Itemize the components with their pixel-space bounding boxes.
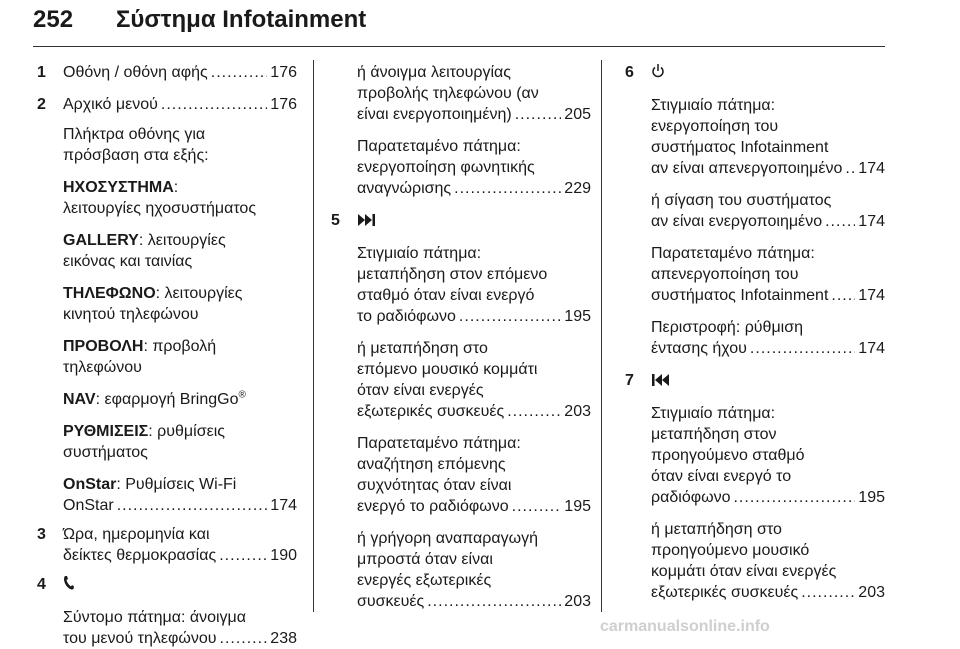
entry-5: 5 Στιγμιαίο πάτημα: μεταπήδηση στον επόμενο σταθμό όταν είναι ενεργό το ραδιόφωνο ..... 195 ή μεταπήδηση στο επόμενο μουσικό κομμάτι όταν είναι ενεργές εξωτερικές συσκευές ..... 203 Παρατεταμένο πάτημα: αναζήτηση επόμενης συχνότητας όταν είναι ενεργό το ραδιόφωνο ..... 195 ή γρήγορη αναπαραγωγή μπροστά όταν είναι ενεργές εξωτερικές συσκευές ..... 203 (357, 210, 591, 612)
entry-1 (37, 62, 297, 83)
page-ref[interactable]: 229 (564, 180, 591, 197)
entry-7: 7 Στιγμιαίο πάτημα: μεταπήδηση στον προηγούμενο σταθμό όταν είναι ενεργό το ραδιόφωνο ..... 195 ή μεταπήδηση στο προηγούμενο μουσικό κομμάτι όταν είναι ενεργές εξωτερικές συσκευές ..... 203 (651, 370, 885, 603)
nav-key: NAV (63, 391, 96, 408)
page-ref[interactable]: 238 (270, 630, 297, 647)
page-ref[interactable]: 195 (564, 308, 591, 325)
audio-item: ΗΧΟΣΥΣΤΗΜΑ: λειτουργίες ηχοσυστήματος (63, 179, 257, 217)
onstar-item: OnStar: Ρυθμίσεις Wi-Fi OnStar ..... 174 (63, 474, 297, 516)
projection-item: ΠΡΟΒΟΛΗ: προβολή τηλεφώνου (63, 338, 217, 376)
entry-6: 6 Στιγμιαίο πάτημα: ενεργοποίηση του συστήματος Infotainment αν είναι απενεργοποιημένο ..... 174 ή σίγαση του συστήματος αν είναι ενεργοποιημένο ..... 174 Παρατεταμένο πάτημα: απενεργοποίηση του συστήματος Infotainment ..... 174 Περιστροφή: ρύθμιση έντασης ήχου ..... 174 (651, 62, 885, 359)
e4-continuation-1: ή άνοιγμα λειτουργίας προβολής τηλεφώνου (αν είναι ενεργοποιημένη) ..... 205 (357, 62, 591, 125)
header-rule (33, 46, 885, 47)
page-ref[interactable]: 176 (270, 64, 297, 81)
intro-paragraph: Πλήκτρα οθόνης για πρόσβαση στα εξής: (63, 126, 209, 164)
page-ref[interactable]: 176 (270, 96, 297, 113)
phone-item: ΤΗΛΕΦΩΝΟ: λειτουργίες κινητού τηλεφώνου (63, 285, 243, 323)
page-number: 252 (33, 6, 74, 33)
entry-number: 3 (37, 526, 46, 543)
watermark: carmanualsonline.info (600, 618, 770, 635)
page-ref[interactable]: 174 (858, 160, 885, 177)
page-ref[interactable]: 195 (564, 498, 591, 515)
entry-number: 7 (625, 372, 634, 389)
page-ref[interactable]: 203 (564, 593, 591, 610)
page-ref[interactable]: 205 (564, 106, 591, 123)
entry-number: 6 (625, 64, 634, 81)
gallery-key: GALLERY (63, 232, 139, 249)
page-ref[interactable]: 174 (270, 497, 297, 514)
entry-number: 4 (37, 576, 46, 593)
page-ref[interactable]: 174 (858, 213, 885, 230)
column-2 (331, 62, 591, 623)
phone-key: ΤΗΛΕΦΩΝΟ (63, 285, 156, 302)
column-1 (37, 62, 297, 649)
entry-4: 4 Σύντομο πάτημα: άνοιγμα του μενού τηλεφώνου ..... 238 (63, 574, 297, 649)
page-header (33, 6, 885, 46)
page-ref[interactable]: 203 (564, 403, 591, 420)
column-divider-1 (313, 60, 314, 612)
settings-item: ΡΥΘΜΙΣΕΙΣ: ρυθμίσεις συστήματος (63, 423, 225, 461)
gallery-item: GALLERY: λειτουργίες εικόνας και ταινίας (63, 232, 226, 270)
audio-key: ΗΧΟΣΥΣΤΗΜΑ (63, 179, 174, 196)
entry-2 (37, 94, 297, 115)
entry-text: Αρχικό μενού (63, 96, 158, 113)
page-ref[interactable]: 174 (858, 287, 885, 304)
registered-mark: ® (238, 389, 246, 401)
entry-number: 2 (37, 96, 46, 113)
page-title: Σύστημα Infotainment (116, 6, 367, 33)
e4-continuation-2: Παρατεταμένο πάτημα: ενεργοποίηση φωνητικής αναγνώρισης ..... 229 (357, 136, 591, 199)
power-icon (651, 62, 885, 85)
column-divider-2 (601, 60, 602, 612)
phone-icon (63, 574, 297, 597)
onstar-key: OnStar (63, 476, 117, 493)
column-3 (625, 62, 885, 614)
entry-number: 1 (37, 64, 46, 81)
entry-number: 5 (331, 212, 340, 229)
entry-text: Οθόνη / οθόνη αφής (63, 64, 208, 81)
page-ref[interactable]: 195 (858, 489, 885, 506)
projection-key: ΠΡΟΒΟΛΗ (63, 338, 144, 355)
next-icon (357, 210, 591, 233)
nav-item: NAV: εφαρμογή BringGo® (63, 389, 246, 408)
settings-key: ΡΥΘΜΙΣΕΙΣ (63, 423, 149, 440)
page-ref[interactable]: 174 (858, 340, 885, 357)
page-ref[interactable]: 203 (858, 584, 885, 601)
entry-3: 3 Ώρα, ημερομηνία και δείκτες θερμοκρασίας ..... 190 (63, 524, 297, 566)
page-ref[interactable]: 190 (270, 547, 297, 564)
previous-icon (651, 370, 885, 393)
